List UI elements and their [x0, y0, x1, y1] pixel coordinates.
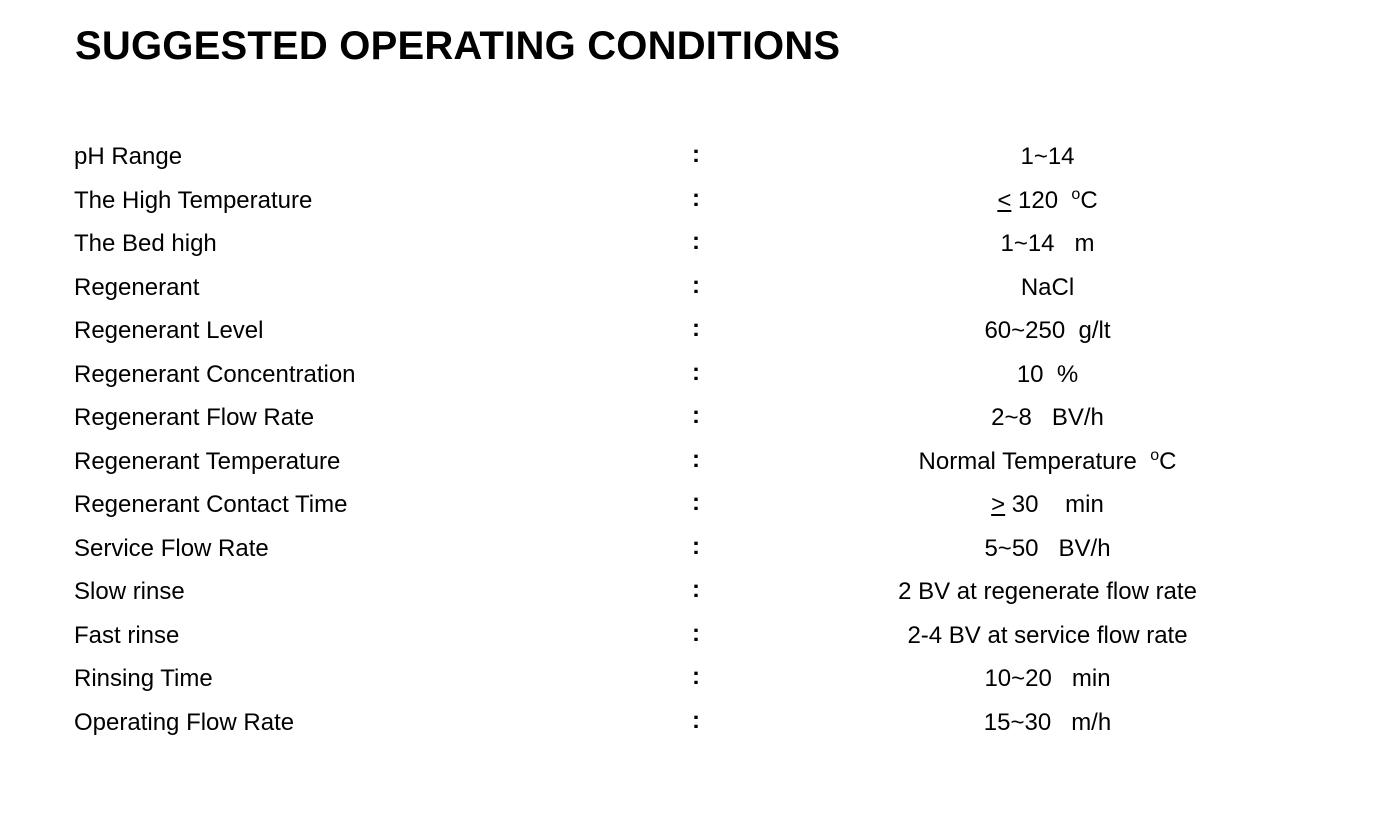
table-row	[0, 135, 1386, 179]
row-label: Rinsing Time	[74, 665, 213, 692]
value-suffix: C	[1159, 447, 1177, 475]
row-separator: :	[692, 619, 700, 647]
row-value	[780, 709, 1315, 737]
value-prefix: <	[997, 186, 1012, 214]
row-label: Regenerant Contact Time	[74, 491, 348, 518]
table-row	[0, 309, 1386, 353]
row-separator: :	[692, 663, 700, 690]
row-label: pH Range	[74, 143, 183, 170]
value-text: 2-4 BV at service flow rate	[907, 621, 1188, 649]
table-row	[0, 222, 1386, 266]
table-row	[0, 614, 1386, 658]
value-text: 2~8 BV/h	[991, 404, 1104, 431]
value-text: 10~20 min	[984, 665, 1111, 692]
value-suffix: C	[1080, 186, 1098, 214]
row-label: Operating Flow Rate	[74, 708, 295, 736]
table-row	[0, 396, 1386, 440]
row-value	[780, 404, 1315, 432]
row-label: Regenerant Concentration	[74, 360, 356, 388]
value-text: 1~14 m	[1000, 230, 1095, 257]
value-text: 10 %	[1016, 360, 1079, 388]
value-text: 2 BV at regenerate flow rate	[898, 578, 1197, 605]
row-label: Regenerant Flow Rate	[74, 404, 315, 431]
table-row	[0, 353, 1386, 397]
table-row	[0, 266, 1386, 310]
value-prefix: >	[991, 491, 1006, 518]
row-separator: :	[692, 706, 700, 734]
value-text: 5~50 BV/h	[984, 534, 1111, 562]
row-label: Regenerant Temperature	[74, 447, 341, 475]
row-label: Slow rinse	[74, 578, 185, 605]
row-value	[780, 622, 1315, 650]
page-title: SUGGESTED OPERATING CONDITIONS	[75, 24, 841, 68]
value-text: 30 min	[1005, 491, 1104, 518]
row-value	[780, 230, 1315, 258]
row-label: Service Flow Rate	[74, 534, 269, 562]
row-value	[780, 143, 1315, 171]
value-text: NaCl	[1020, 273, 1075, 301]
table-row	[0, 483, 1386, 527]
row-value	[780, 317, 1315, 345]
value-text: 15~30 m/h	[983, 708, 1112, 736]
row-value	[780, 274, 1315, 302]
value-text: 60~250 g/lt	[984, 317, 1111, 344]
row-separator: :	[692, 358, 700, 386]
row-label: The High Temperature	[74, 186, 313, 214]
row-separator: :	[692, 184, 700, 212]
table-row	[0, 179, 1386, 223]
table-row	[0, 527, 1386, 571]
row-value	[780, 361, 1315, 389]
table-row	[0, 570, 1386, 614]
value-sup: o	[1071, 185, 1081, 203]
row-value	[780, 187, 1315, 215]
row-separator: :	[692, 445, 700, 473]
row-value	[780, 578, 1315, 606]
table-row	[0, 701, 1386, 745]
conditions-table	[0, 135, 1386, 744]
value-text: 120	[1011, 186, 1072, 214]
row-value	[780, 448, 1315, 476]
row-separator: :	[692, 532, 700, 560]
table-row	[0, 657, 1386, 701]
row-separator: :	[692, 402, 700, 429]
row-label: Fast rinse	[74, 621, 180, 649]
table-row	[0, 440, 1386, 484]
value-text: 1~14	[1020, 143, 1075, 170]
row-value	[780, 535, 1315, 563]
row-value	[780, 665, 1315, 693]
row-separator: :	[692, 489, 700, 516]
row-label: Regenerant Level	[74, 317, 264, 344]
row-separator: :	[692, 576, 700, 603]
row-separator: :	[692, 141, 700, 168]
value-sup: o	[1150, 446, 1160, 464]
row-separator: :	[692, 228, 700, 255]
row-label: Regenerant	[74, 273, 200, 301]
row-value	[780, 491, 1315, 519]
row-label: The Bed high	[74, 230, 217, 257]
row-separator: :	[692, 315, 700, 342]
row-separator: :	[692, 271, 700, 299]
value-text: Normal Temperature	[918, 447, 1151, 475]
